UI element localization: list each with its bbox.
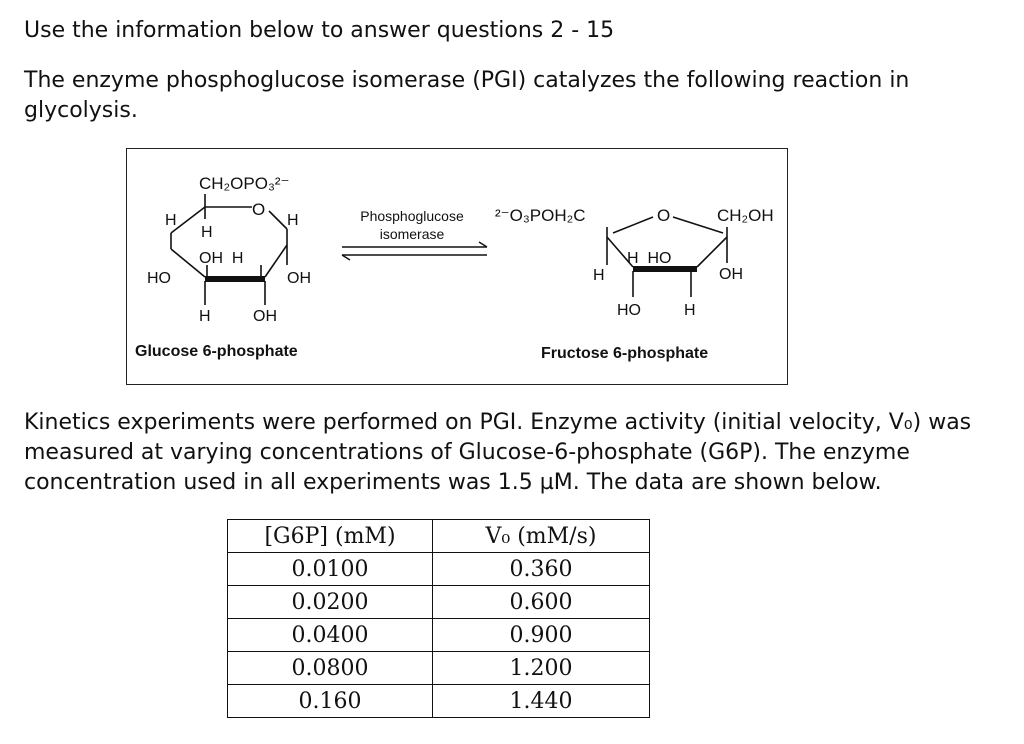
glucose-h-right-label: H: [287, 212, 299, 229]
glucose-h-left-label: H: [165, 212, 177, 229]
glucose-ring-o-label: O: [252, 200, 266, 219]
table-row: [228, 619, 650, 652]
table-cell-g6p: 0.0400: [228, 619, 433, 652]
enzyme-name-line2: isomerase: [379, 226, 445, 242]
table-cell-velocity: 0.600: [433, 586, 650, 619]
fructose-structure: [495, 206, 774, 362]
reaction-scheme: [126, 148, 788, 385]
fructose-h-bottom-label: H: [684, 302, 696, 319]
glucose-structure: [135, 174, 311, 360]
fructose-oh-right-label: OH: [719, 266, 743, 283]
glucose-h-c4-label: H: [201, 224, 213, 241]
kinetics-text: Kinetics experiments were performed on PGI. Enzyme activity (initial velocity, V₀) was measured at varying concentrations of Glucose-6-phosphate (G6P). The enzyme concentration used in all experiments was 1.5 µM. The data are shown below.: [24, 410, 972, 495]
glucose-name-label: Glucose 6-phosphate: [135, 343, 298, 360]
glucose-oh-h-label: OH H: [199, 250, 244, 267]
fructose-h-left-label: H: [593, 267, 605, 284]
table-header-velocity: V₀ (mM/s): [433, 520, 650, 553]
fructose-ho-bottom-label: HO: [617, 302, 641, 319]
table-header-g6p: [G6P] (mM): [228, 520, 433, 553]
table-cell-velocity: 1.200: [433, 652, 650, 685]
table-cell-g6p: 0.0800: [228, 652, 433, 685]
fructose-ch2oh-label: CH₂OH: [717, 206, 774, 225]
fructose-name-label: Fructose 6-phosphate: [541, 345, 709, 362]
glucose-ho-label: HO: [147, 270, 171, 287]
enzyme-name-line1: Phosphoglucose: [360, 208, 464, 224]
glucose-h-bottom-label: H: [199, 308, 211, 325]
table-header-row: [228, 520, 650, 553]
table-row: [228, 553, 650, 586]
glucose-oh-bottom-label: OH: [253, 308, 277, 325]
table-row: [228, 685, 650, 718]
kinetics-data-table: [227, 519, 650, 718]
reaction-intro-text: The enzyme phosphoglucose isomerase (PGI) catalyzes the following reaction in glycolysis.: [24, 68, 910, 123]
table-cell-g6p: 0.160: [228, 685, 433, 718]
table-cell-velocity: 1.440: [433, 685, 650, 718]
fructose-po3-ch2-label: ²⁻O₃POH₂C: [495, 206, 586, 225]
fructose-ring-o-label: O: [657, 206, 671, 225]
glucose-ch2opo3-label: CH₂OPO₃²⁻: [199, 174, 290, 193]
table-cell-velocity: 0.900: [433, 619, 650, 652]
reaction-diagram: [127, 149, 789, 386]
fructose-h-ho-label: H HO: [627, 250, 672, 267]
table-cell-g6p: 0.0100: [228, 553, 433, 586]
table-row: [228, 586, 650, 619]
equilibrium-arrow: [342, 208, 487, 260]
glucose-oh-right-label: OH: [287, 270, 311, 287]
table-cell-velocity: 0.360: [433, 553, 650, 586]
intro-text: Use the information below to answer questions 2 - 15: [24, 18, 615, 43]
table-cell-g6p: 0.0200: [228, 586, 433, 619]
table-row: [228, 652, 650, 685]
